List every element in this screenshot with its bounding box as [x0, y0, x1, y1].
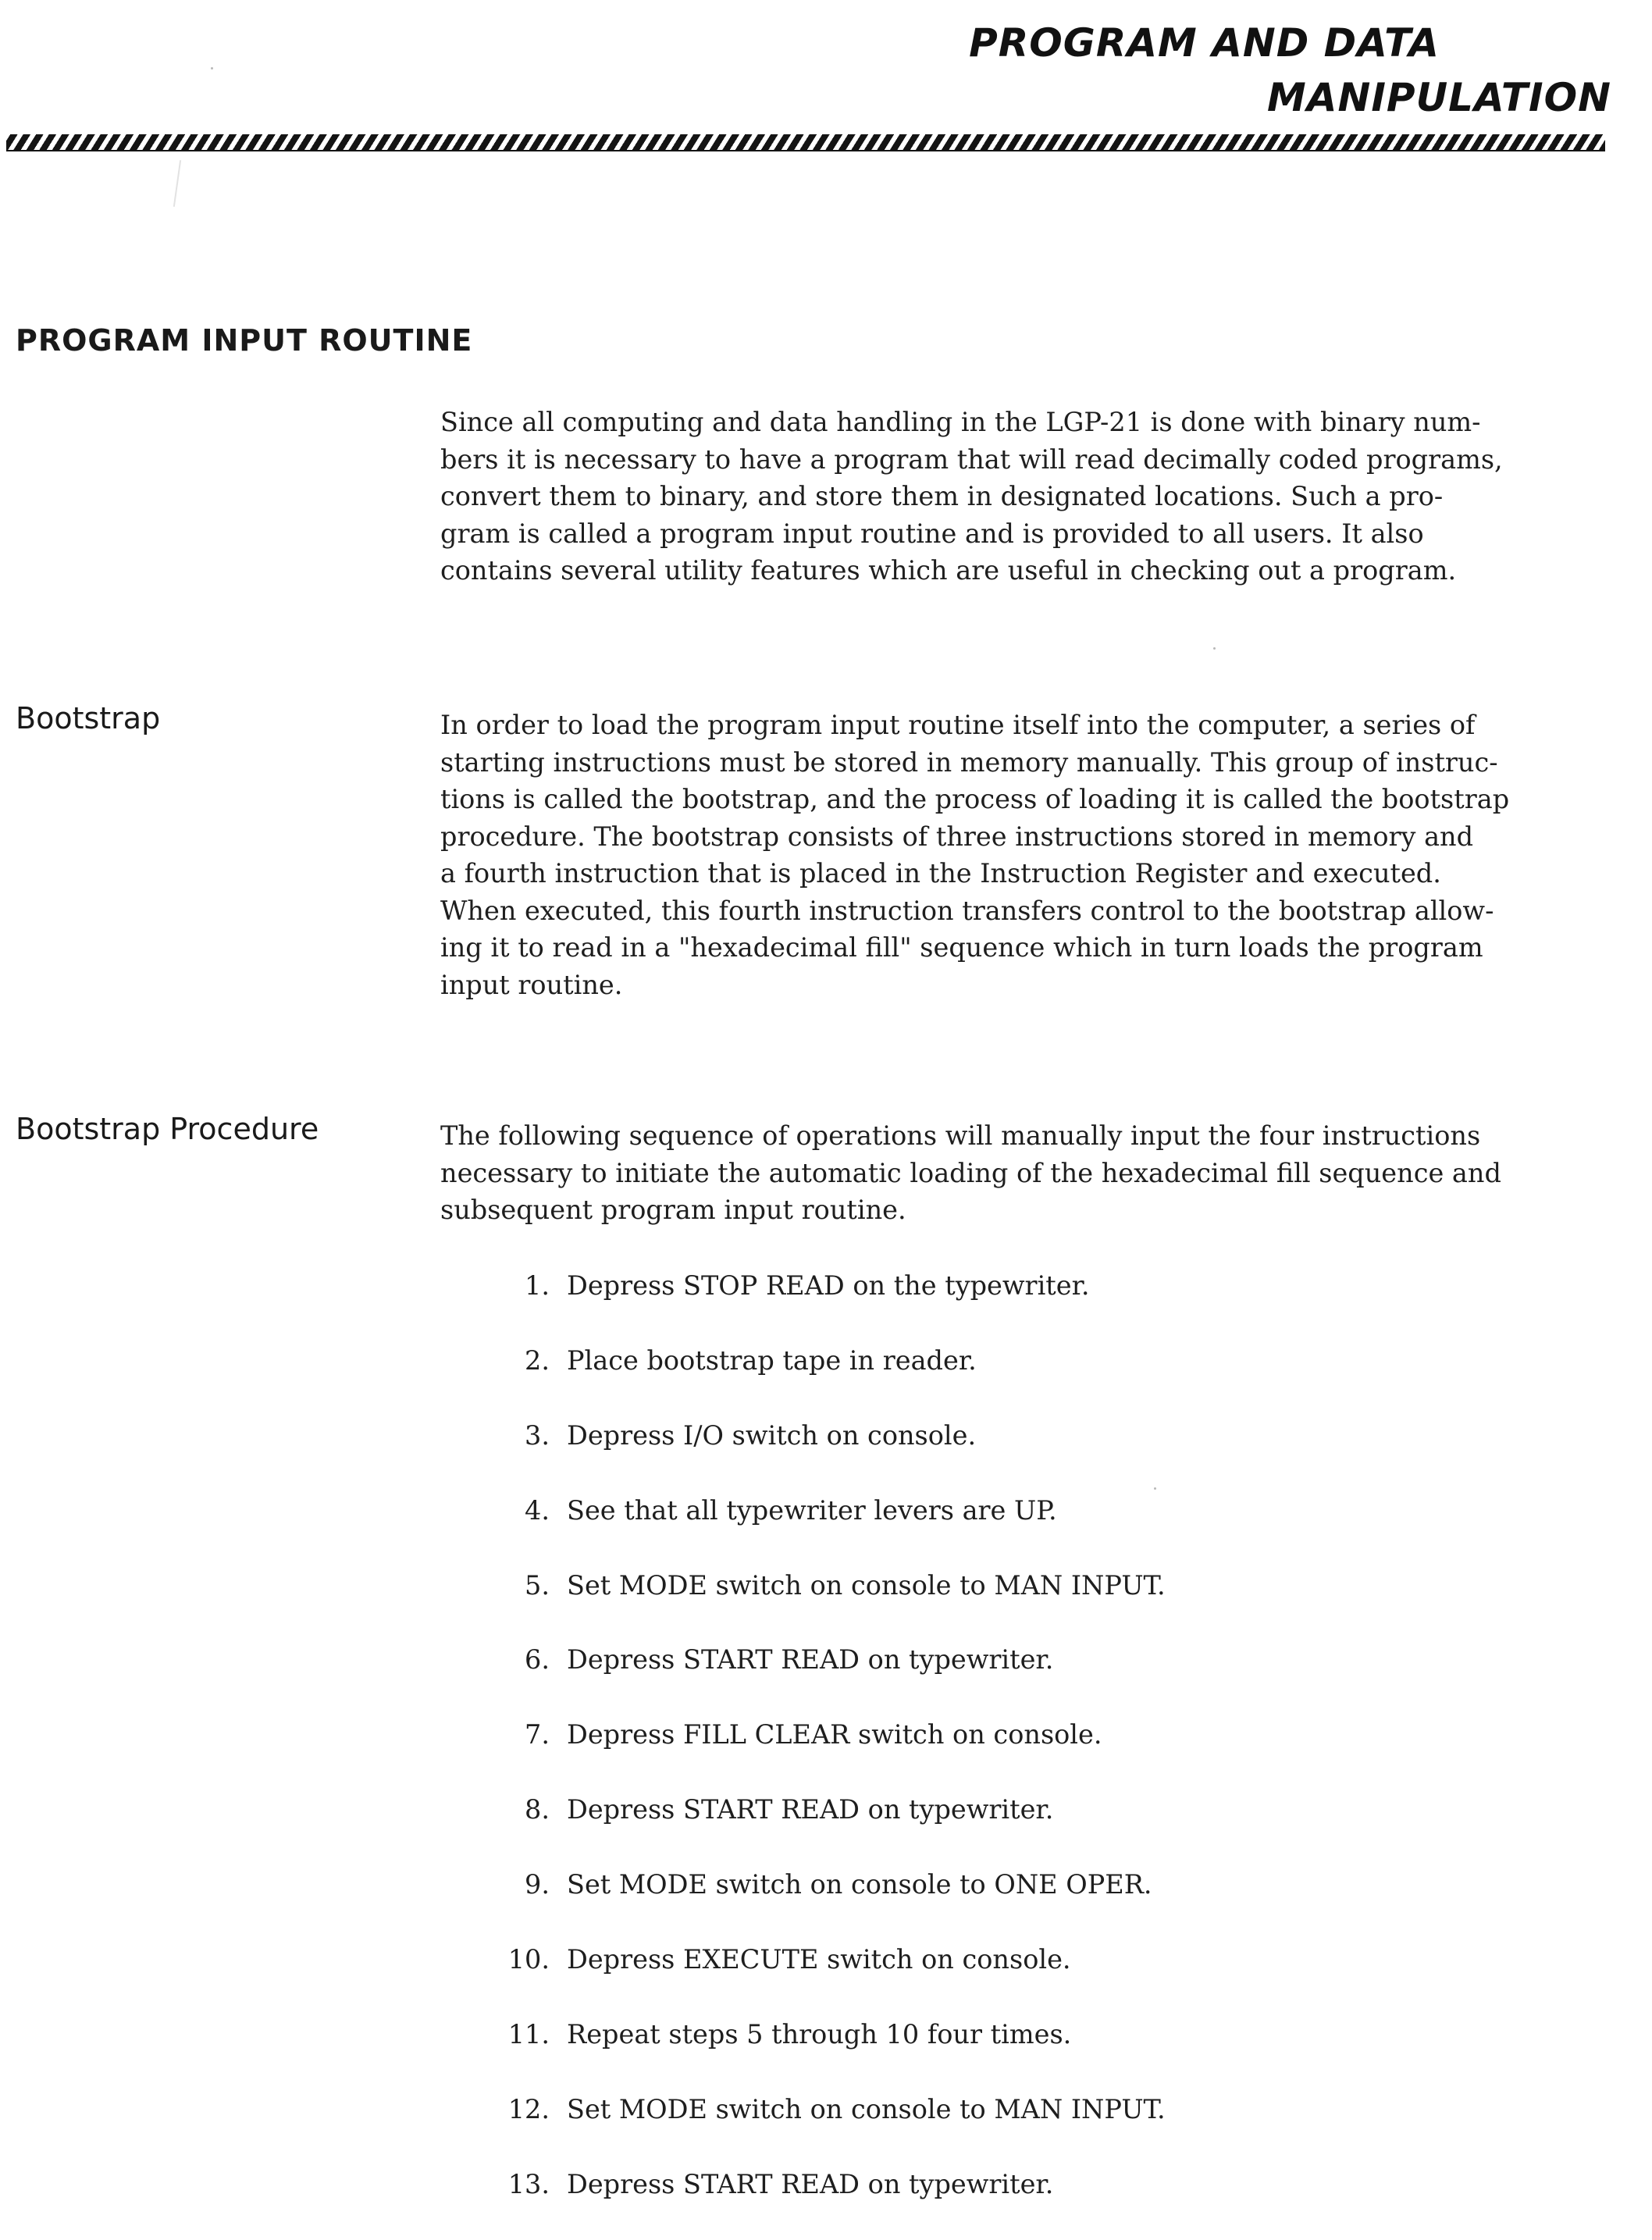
step-text: Depress START READ on typewriter.: [567, 2168, 1054, 2199]
step-number: 11.: [507, 2018, 550, 2049]
step-text: Depress FILL CLEAR switch on console.: [567, 1719, 1102, 1750]
section-heading-program-input-routine: PROGRAM INPUT ROUTINE: [16, 323, 473, 358]
bootstrap-line: In order to load the program input routine itself into the computer, a series of: [440, 710, 1476, 740]
header-rule-edge: [6, 134, 1605, 151]
step-number: 9.: [525, 1869, 550, 1900]
side-heading-bootstrap: Bootstrap: [16, 701, 161, 735]
step-text: Depress START READ on typewriter.: [567, 1644, 1054, 1676]
step-text: Place bootstrap tape in reader.: [567, 1344, 977, 1376]
scan-speck: [1154, 1487, 1156, 1490]
step-item: [484, 1266, 1166, 1341]
step-number: 13.: [507, 2168, 550, 2199]
step-number: 8.: [525, 1794, 550, 1825]
step-item: [484, 1566, 1166, 1641]
step-text: Set MODE switch on console to MAN INPUT.: [567, 2093, 1166, 2124]
intro-line: bers it is necessary to have a program that will read decimally coded programs,: [440, 443, 1503, 475]
bootstrap-line: starting instructions must be stored in memory manually. This group of instruc-: [440, 746, 1498, 778]
bootstrap-line: tions is called the bootstrap, and the process of loading it is called the bootstrap: [440, 784, 1510, 814]
procedure-line: necessary to initiate the automatic loading of the hexadecimal fill sequence and: [440, 1157, 1501, 1188]
step-number: 5.: [525, 1569, 550, 1601]
step-text: Depress EXECUTE switch on console.: [567, 1944, 1071, 1975]
step-text: Depress STOP READ on the typewriter.: [567, 1270, 1090, 1301]
step-item: [484, 2165, 1166, 2240]
step-text: See that all typewriter levers are UP.: [567, 1494, 1057, 1526]
intro-paragraph: [440, 404, 1635, 589]
scan-speck: [211, 67, 213, 69]
step-number: 6.: [525, 1644, 550, 1676]
step-item: [484, 2090, 1166, 2165]
step-item: [484, 1416, 1166, 1491]
intro-line: gram is called a program input routine and is provided to all users. It also: [440, 518, 1424, 549]
page-title-line-1: PROGRAM AND DATA: [969, 20, 1440, 66]
step-item: [484, 1790, 1166, 1865]
bootstrap-line: procedure. The bootstrap consists of three instructions stored in memory and: [440, 821, 1474, 852]
bootstrap-line: a fourth instruction that is placed in the Instruction Register and executed.: [440, 858, 1441, 889]
bootstrap-line: input routine.: [440, 969, 623, 1000]
step-item: [484, 1940, 1166, 2015]
step-text: Set MODE switch on console to MAN INPUT.: [567, 1569, 1166, 1601]
step-item: [484, 1491, 1166, 1566]
step-item: [484, 1640, 1166, 1715]
bootstrap-line: ing it to read in a "hexadecimal fill" sequence which in turn loads the program: [440, 932, 1483, 963]
step-text: Set MODE switch on console to ONE OPER.: [567, 1869, 1152, 1900]
step-text: Repeat steps 5 through 10 four times.: [567, 2018, 1072, 2049]
bootstrap-steps-list: [484, 1266, 1166, 2240]
paper-scratch-mark: [173, 160, 181, 207]
step-text: Depress START READ on typewriter.: [567, 1794, 1054, 1825]
page-title-line-2: MANIPULATION: [1267, 75, 1611, 120]
step-item: [484, 1865, 1166, 1940]
scan-speck: [1213, 647, 1216, 650]
step-text: Depress I/O switch on console.: [567, 1419, 977, 1451]
intro-line: Since all computing and data handling in the LGP-21 is done with binary num-: [440, 407, 1481, 437]
page-header: [969, 16, 1611, 125]
step-item: [484, 2015, 1166, 2090]
bootstrap-paragraph: [440, 707, 1635, 1003]
step-number: 7.: [525, 1719, 550, 1750]
step-number: 2.: [525, 1344, 550, 1376]
step-item: [484, 1341, 1166, 1416]
procedure-line: subsequent program input routine.: [440, 1195, 906, 1225]
procedure-line: The following sequence of operations will manually input the four instructions: [440, 1120, 1481, 1151]
intro-line: convert them to binary, and store them in designated locations. Such a pro-: [440, 481, 1444, 511]
intro-line: contains several utility features which are useful in checking out a program.: [440, 555, 1457, 586]
step-item: [484, 1715, 1166, 1790]
bootstrap-line: When executed, this fourth instruction transfers control to the bootstrap allow-: [440, 895, 1494, 926]
step-number: 12.: [507, 2093, 550, 2124]
step-number: 10.: [507, 1944, 550, 1975]
step-number: 3.: [525, 1419, 550, 1451]
step-number: 4.: [525, 1494, 550, 1526]
side-heading-bootstrap-procedure: Bootstrap Procedure: [16, 1112, 319, 1146]
procedure-paragraph: [440, 1117, 1635, 1229]
step-number: 1.: [525, 1270, 550, 1301]
